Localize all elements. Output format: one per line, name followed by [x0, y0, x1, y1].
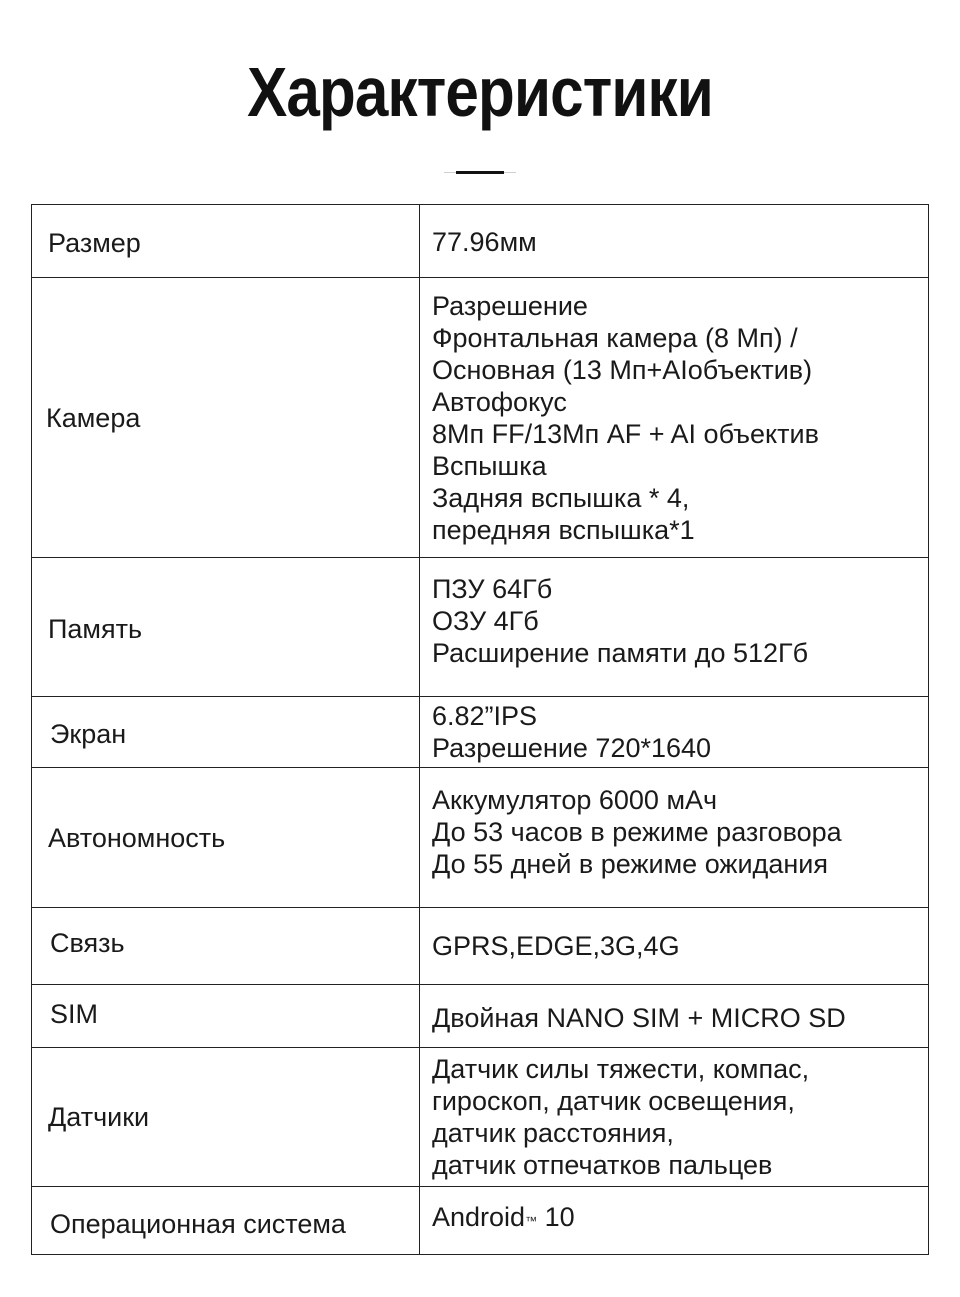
spec-label: Память — [32, 558, 420, 696]
spec-table — [31, 204, 929, 1255]
spec-value-line: До 53 часов в режиме разговора — [432, 816, 842, 847]
spec-row-screen — [32, 696, 928, 767]
spec-row-size — [32, 205, 928, 277]
spec-value-line: Разрешение — [432, 290, 588, 321]
spec-value-line: Расширение памяти до 512Гб — [432, 638, 809, 668]
spec-value-line: ПЗУ 64Гб — [432, 574, 553, 604]
spec-value-line: Датчик силы тяжести, компас, — [432, 1054, 810, 1084]
spec-value — [420, 768, 928, 907]
spec-label: Автономность — [32, 768, 420, 907]
spec-value-line: 8Мп FF/13Мп AF + AI объектив — [432, 418, 819, 449]
os-version: 10 — [537, 1202, 575, 1232]
spec-value-line: Разрешение 720*1640 — [432, 733, 712, 763]
spec-value — [420, 1187, 928, 1254]
title-divider — [444, 171, 516, 174]
spec-value-line: 6.82”IPS — [432, 701, 538, 731]
spec-value — [420, 278, 928, 557]
spec-value — [420, 205, 928, 277]
spec-value-line: Аккумулятор 6000 мАч — [432, 784, 718, 815]
spec-value-line: GPRS,EDGE,3G,4G — [432, 931, 680, 961]
spec-value-line: Двойная NANO SIM + MICRO SD — [432, 1003, 846, 1033]
spec-value-line: Задняя вспышка * 4, — [432, 482, 690, 513]
spec-value-line: Фронтальная камера (8 Мп) / — [432, 322, 798, 353]
spec-value — [420, 985, 928, 1047]
spec-value-line — [432, 1201, 928, 1233]
spec-value-line: ОЗУ 4Гб — [432, 606, 539, 636]
spec-label: Размер — [32, 205, 420, 277]
spec-label: Камера — [32, 278, 420, 557]
spec-value-line: передняя вспышка*1 — [432, 514, 695, 545]
spec-value-line: датчик расстояния, — [432, 1118, 674, 1148]
spec-value-line: Основная (13 Мп+AIобъектив) — [432, 354, 813, 385]
spec-label: Датчики — [32, 1048, 420, 1186]
trademark-symbol: ™ — [525, 1214, 538, 1228]
spec-value — [420, 908, 928, 984]
spec-value-line: Автофокус — [432, 386, 567, 417]
divider-line-bold — [456, 171, 504, 174]
page-title: Характеристики — [247, 53, 713, 131]
spec-row-sensors — [32, 1047, 928, 1186]
spec-value-line: До 55 дней в режиме ожидания — [432, 848, 828, 879]
spec-row-memory — [32, 557, 928, 696]
spec-row-connectivity — [32, 907, 928, 984]
spec-value-line: гироскоп, датчик освещения, — [432, 1086, 795, 1116]
spec-label: Операционная система — [32, 1187, 420, 1254]
spec-value — [420, 697, 928, 767]
spec-label: Связь — [32, 908, 420, 984]
spec-row-sim — [32, 984, 928, 1047]
spec-value-line: датчик отпечатков пальцев — [432, 1150, 773, 1180]
spec-row-os — [32, 1186, 928, 1254]
spec-row-autonomy — [32, 767, 928, 907]
spec-value-line: Вспышка — [432, 450, 547, 481]
spec-label: Экран — [32, 697, 420, 767]
spec-row-camera — [32, 277, 928, 557]
spec-value — [420, 1048, 928, 1186]
spec-value — [420, 558, 928, 696]
spec-value-line: 77.96мм — [432, 227, 537, 257]
spec-label: SIM — [32, 985, 420, 1047]
os-name: Android — [432, 1202, 526, 1232]
